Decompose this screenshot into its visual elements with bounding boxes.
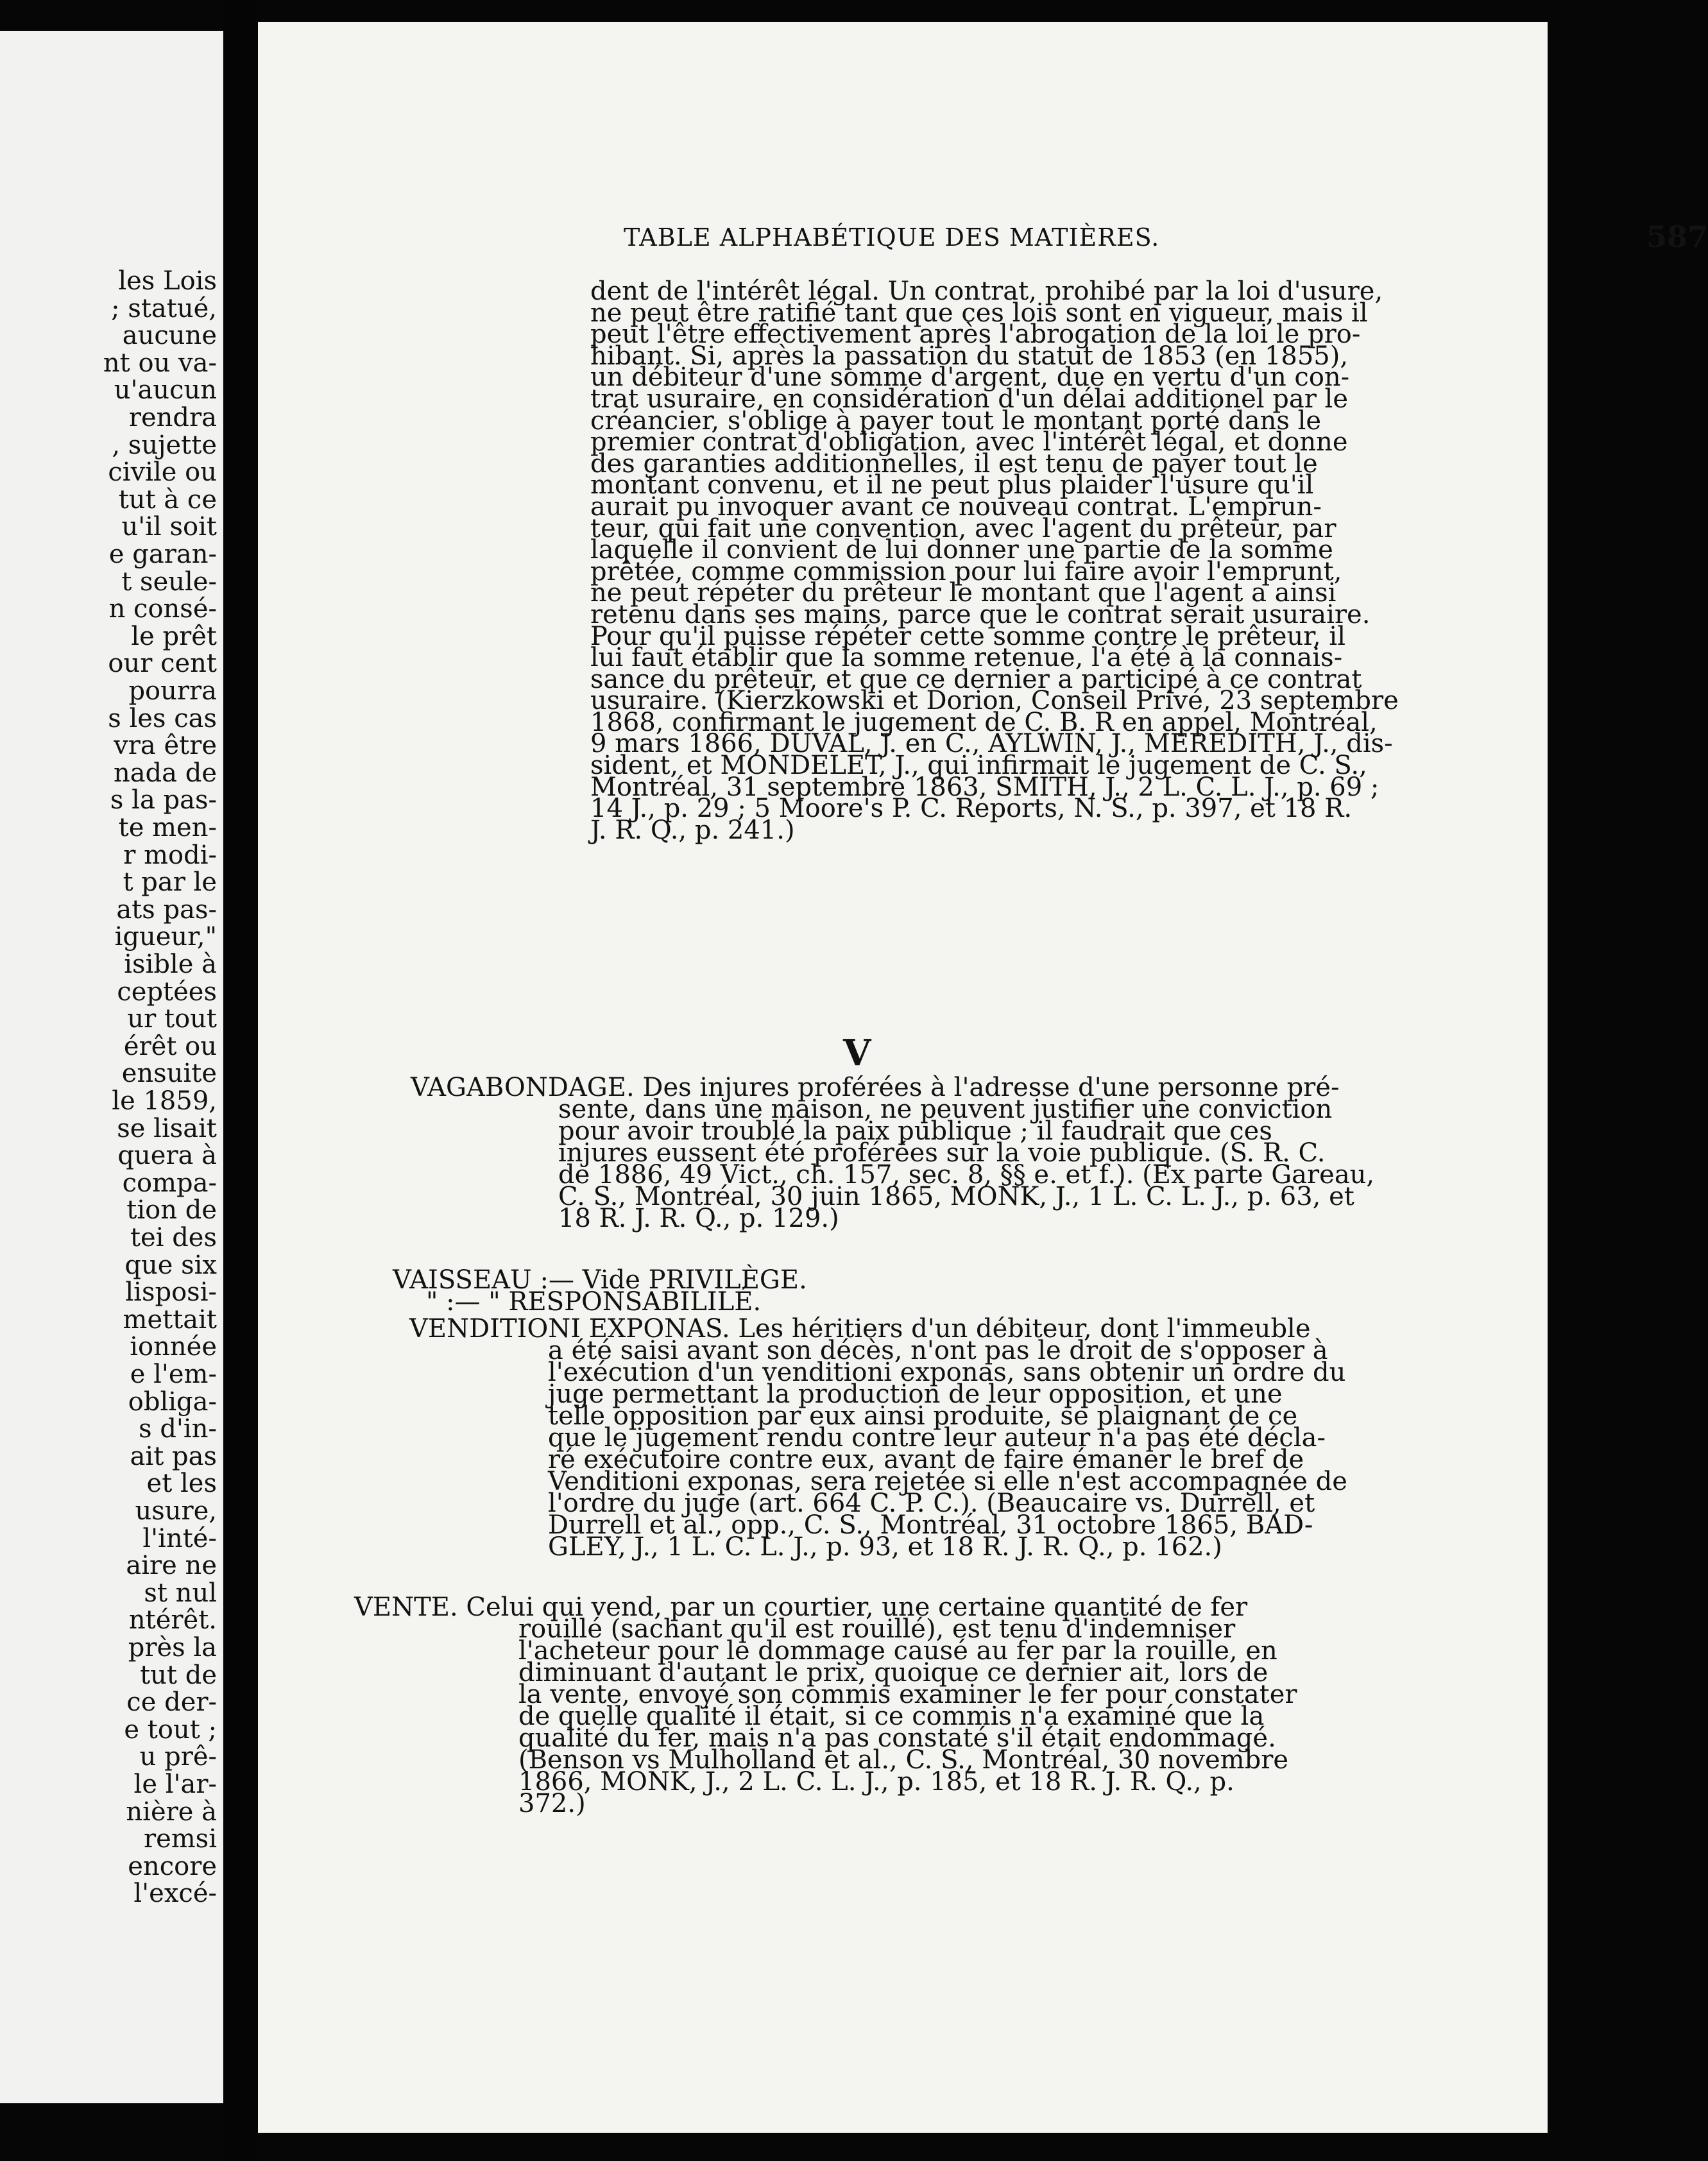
venditioni-line: telle opposition par eux ainsi produite, se plaignant de ce bbox=[548, 1401, 1298, 1431]
left-page-line: e l'em- bbox=[130, 1360, 217, 1389]
left-page-line: ; statué, bbox=[111, 293, 217, 323]
paragraph-line: 1868, confirmant le jugement de C. B. R en appel, Montréal, bbox=[590, 707, 1378, 737]
left-page-line: ntérêt. bbox=[128, 1605, 217, 1636]
left-page-line: obliga- bbox=[128, 1387, 217, 1417]
left-page-line: compa- bbox=[122, 1168, 217, 1198]
left-page-line: te men- bbox=[118, 813, 217, 842]
left-page-line: l'excé- bbox=[133, 1879, 217, 1909]
left-page-line: , sujette bbox=[112, 430, 217, 460]
left-page-line: u'aucun bbox=[114, 375, 217, 406]
venditioni-line: Durrell et al., opp., C. S., Montréal, 31 octobre 1865, BAD- bbox=[548, 1510, 1313, 1540]
left-page-line: remsi bbox=[143, 1824, 217, 1854]
left-page-line: tut de bbox=[140, 1660, 217, 1690]
left-page-line: isible à bbox=[124, 950, 217, 979]
paragraph-line: hibant. Si, après la passation du statut de 1853 (en 1855), bbox=[590, 341, 1349, 371]
page-number: 587 bbox=[1646, 219, 1708, 254]
paragraph-line: laquelle il convient de lui donner une partie de la somme bbox=[590, 535, 1333, 565]
left-page-line: nt ou va- bbox=[103, 348, 217, 378]
paragraph-line: retenu dans ses mains, parce que le contrat serait usuraire. bbox=[590, 599, 1371, 629]
paragraph-line: un débiteur d'une somme d'argent, due en vertu d'un con- bbox=[590, 363, 1350, 393]
left-page-line: pourra bbox=[128, 676, 217, 706]
left-page-line: se lisait bbox=[117, 1113, 217, 1143]
vente-line: 372.) bbox=[518, 1789, 586, 1818]
venditioni-line: Venditioni exponas, sera rejetée si elle n'est accompagnée de bbox=[548, 1467, 1347, 1496]
vagabondage-line: de 1886, 49 Vict., ch. 157, sec. 8, §§ e. et f.). (Ex parte Gareau, bbox=[558, 1160, 1375, 1190]
left-page-line: vra être bbox=[114, 731, 217, 761]
main-page bbox=[258, 22, 1708, 2133]
entry-vente bbox=[258, 1593, 1548, 1818]
left-page-line: s d'in- bbox=[139, 1414, 217, 1444]
left-page-line: e garan- bbox=[108, 540, 217, 569]
vente-line: qualité du fer, mais n'a pas constaté s'il était endommagé. bbox=[518, 1723, 1276, 1753]
left-page-line: ait pas bbox=[130, 1441, 217, 1471]
left-page-line: le 1859, bbox=[112, 1086, 217, 1116]
left-page-line: et les bbox=[146, 1469, 217, 1499]
left-page-line: encore bbox=[128, 1851, 217, 1881]
vente-line: l'acheteur pour le dommage causé au fer par la rouille, en bbox=[518, 1636, 1277, 1666]
left-page-line: ats pas- bbox=[116, 894, 217, 925]
venditioni-line: l'exécution d'un venditioni exponas, sans obtenir un ordre du bbox=[548, 1358, 1346, 1387]
left-page-line: nada de bbox=[113, 758, 217, 788]
paragraph-line: ne peut être ratifié tant que ces lois sont en vigueur, mais il bbox=[590, 298, 1368, 328]
left-page-line: our cent bbox=[108, 649, 217, 679]
running-header bbox=[624, 219, 1708, 268]
running-title: TABLE ALPHABÉTIQUE DES MATIÈRES. bbox=[624, 223, 1160, 252]
paragraph-line: prêtée, comme commission pour lui faire avoir l'emprunt, bbox=[590, 556, 1342, 586]
vagabondage-line: VAGABONDAGE. Des injures proférées à l'adresse d'une personne pré- bbox=[411, 1073, 1340, 1102]
paragraph-line: aurait pu invoquer avant ce nouveau contrat. L'emprun- bbox=[590, 491, 1322, 522]
left-page-line: t seule- bbox=[121, 567, 217, 597]
left-page-line: l'inté- bbox=[142, 1523, 217, 1553]
left-page-line: ur tout bbox=[127, 1004, 217, 1034]
left-page-line: usure, bbox=[135, 1496, 217, 1526]
left-page-line: que six bbox=[124, 1250, 217, 1280]
left-page-line: u'il soit bbox=[121, 512, 217, 542]
left-page-line: ce der- bbox=[126, 1687, 217, 1718]
vagabondage-line: C. S., Montréal, 30 juin 1865, MONK, J., 1 L. C. L. J., p. 63, et bbox=[558, 1182, 1354, 1211]
vagabondage-line: pour avoir troublé la paix publique ; il faudrait que ces bbox=[558, 1116, 1272, 1146]
entry-vagabondage bbox=[258, 1073, 1548, 1233]
left-page-line: s les cas bbox=[108, 703, 217, 733]
venditioni-line: que le jugement rendu contre leur auteur n'a pas été décla- bbox=[548, 1423, 1326, 1453]
entry-vaisseau bbox=[258, 1265, 1548, 1317]
left-page-line: e tout ; bbox=[124, 1714, 217, 1745]
left-page-line: le l'ar- bbox=[133, 1770, 217, 1799]
paragraph-line: ne peut répéter du prêteur le montant que l'agent a ainsi bbox=[590, 578, 1337, 608]
venditioni-line: juge permettant la production de leur opposition, et une bbox=[548, 1379, 1283, 1409]
left-page-line: r modi- bbox=[123, 840, 217, 870]
venditioni-line: l'ordre du juge (art. 664 C. P. C.). (Beaucaire vs. Durrell, et bbox=[548, 1489, 1315, 1518]
left-page-line: tion de bbox=[126, 1195, 217, 1226]
left-page-line: quera à bbox=[117, 1141, 217, 1171]
venditioni-line: VENDITIONI EXPONAS. Les héritiers d'un débiteur, dont l'immeuble bbox=[409, 1314, 1311, 1344]
left-page-line: rendra bbox=[128, 403, 217, 432]
paragraph-line: premier contrat d'obligation, avec l'intérêt légal, et donne bbox=[590, 427, 1348, 457]
left-page-line: civile ou bbox=[108, 457, 217, 488]
vaisseau-line-2: " :— " RESPONSABILILÉ. bbox=[426, 1287, 762, 1317]
paragraph-line: sident, et MONDELET, J., qui infirmait le jugement de C. S., bbox=[590, 751, 1367, 781]
paragraph-line: teur, qui fait une convention, avec l'agent du prêteur, par bbox=[590, 513, 1337, 543]
left-page-line: ensuite bbox=[121, 1059, 217, 1089]
left-page-line: st nul bbox=[144, 1578, 217, 1608]
left-page-line: igueur," bbox=[114, 922, 217, 952]
left-page-line: s la pas- bbox=[110, 785, 217, 816]
paragraph-line: lui faut établir que la somme retenue, l'a été à la connais- bbox=[590, 643, 1343, 673]
paragraph-line: trat usuraire, en considération d'un délai additionel par le bbox=[590, 384, 1349, 414]
vente-line: diminuant d'autant le prix, quoique ce dernier ait, lors de bbox=[518, 1658, 1268, 1687]
previous-page-fragment bbox=[0, 31, 223, 2103]
vente-line: la vente, envoyé son commis examiner le fer pour constater bbox=[518, 1680, 1297, 1709]
left-page-line: aucune bbox=[122, 321, 217, 351]
vente-line: rouillé (sachant qu'il est rouillé), est tenu d'indemniser bbox=[518, 1614, 1236, 1644]
left-page-line: ionnée bbox=[130, 1332, 217, 1362]
page-gutter bbox=[223, 0, 258, 2161]
venditioni-line: a été saisi avant son décès, n'ont pas le droit de s'opposer à bbox=[548, 1336, 1328, 1365]
vagabondage-line: sente, dans une maison, ne peuvent justifier une conviction bbox=[558, 1095, 1333, 1124]
paragraph-line: 14 J., p. 29 ; 5 Moore's P. C. Reports, N. S., p. 397, et 18 R. bbox=[590, 794, 1353, 824]
paragraph-line: montant convenu, et il ne peut plus plaider l'usure qu'il bbox=[590, 470, 1314, 500]
vente-line: 1866, MONK, J., 2 L. C. L. J., p. 185, et 18 R. J. R. Q., p. bbox=[518, 1767, 1234, 1797]
left-page-line: aire ne bbox=[126, 1551, 217, 1581]
paragraph-line: usuraire. (Kierzkowski et Dorion, Conseil Privé, 23 septembre bbox=[590, 686, 1399, 716]
left-page-line: lisposi- bbox=[125, 1277, 217, 1308]
vente-line: VENTE. Celui qui vend, par un courtier, une certaine quantité de fer bbox=[354, 1593, 1248, 1622]
vaisseau-line-1: VAISSEAU :— Vide PRIVILÈGE. bbox=[393, 1265, 807, 1295]
left-page-line: le prêt bbox=[131, 621, 217, 651]
continuation-paragraph bbox=[590, 277, 1591, 845]
left-page-line: près la bbox=[128, 1633, 217, 1662]
left-page-line: ceptées bbox=[117, 977, 217, 1007]
vente-line: (Benson vs Mulholland et al., C. S., Montréal, 30 novembre bbox=[518, 1745, 1288, 1775]
paragraph-line: J. R. Q., p. 241.) bbox=[590, 815, 795, 845]
paragraph-line: Pour qu'il puisse répéter cette somme contre le prêteur, il bbox=[590, 621, 1346, 651]
paragraph-line: créancier, s'oblige à payer tout le montant porté dans le bbox=[590, 406, 1322, 436]
paragraph-line: 9 mars 1866, DUVAL, J. en C., AYLWIN, J., MEREDITH, J., dis- bbox=[590, 729, 1393, 759]
paragraph-line: sance du prêteur, et que ce dernier a participé à ce contrat bbox=[590, 664, 1362, 694]
left-page-line: tut à ce bbox=[118, 484, 217, 515]
paragraph-line: peut l'être effectivement après l'abrogation de la loi le pro- bbox=[590, 320, 1361, 350]
left-page-line: n consé- bbox=[108, 594, 217, 624]
vagabondage-line: 18 R. J. R. Q., p. 129.) bbox=[558, 1204, 839, 1233]
entry-venditioni-exponas bbox=[258, 1314, 1548, 1562]
left-page-line: les Lois bbox=[118, 266, 217, 296]
section-letter: V bbox=[843, 1032, 871, 1074]
left-page-line: tei des bbox=[130, 1223, 217, 1252]
paragraph-line: des garanties additionnelles, il est tenu de payer tout le bbox=[590, 448, 1318, 479]
left-page-line: mettait bbox=[123, 1304, 217, 1335]
paragraph-line: Montréal, 31 septembre 1863, SMITH, J., 2 L. C. L. J., p. 69 ; bbox=[590, 772, 1379, 802]
paragraph-line: dent de l'intérêt légal. Un contrat, prohibé par la loi d'usure, bbox=[590, 277, 1383, 306]
left-page-line: t par le bbox=[123, 867, 217, 898]
left-page-line: nière à bbox=[126, 1797, 217, 1827]
left-page-line: érêt ou bbox=[123, 1031, 217, 1061]
venditioni-line: ré exécutoire contre eux, avant de faire émaner le bref de bbox=[548, 1445, 1304, 1474]
vente-line: de quelle qualité il était, si ce commis n'a examiné que la bbox=[518, 1702, 1265, 1731]
left-page-line: u prê- bbox=[139, 1742, 217, 1772]
vagabondage-line: injures eussent été proférées sur la voie publique. (S. R. C. bbox=[558, 1138, 1326, 1168]
venditioni-line: GLEY, J., 1 L. C. L. J., p. 93, et 18 R. J. R. Q., p. 162.) bbox=[548, 1532, 1222, 1562]
